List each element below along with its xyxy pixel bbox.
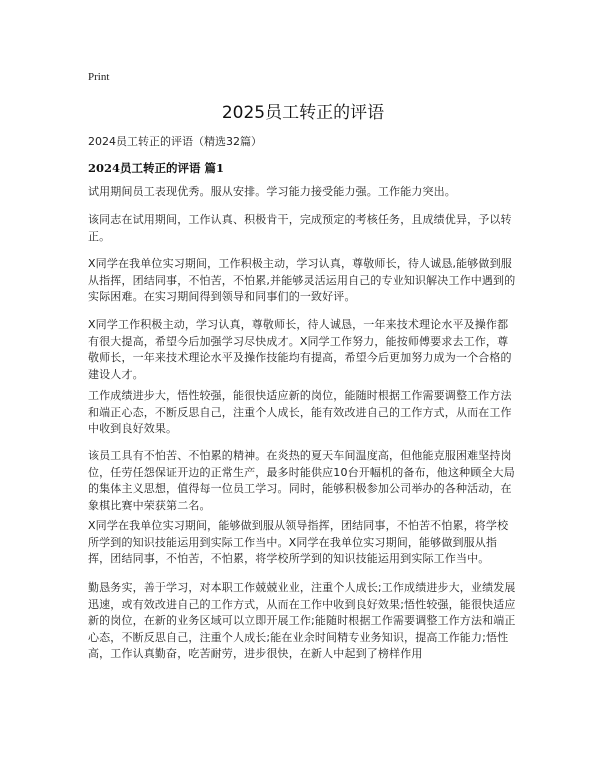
paragraph-8: 勤恳务实，善于学习，对本职工作兢兢业业，注重个人成长;工作成绩进步大，业绩发展迅速，或有效改进自己的工作方式，从而在工作中收到良好效果;悟性较强，能很快适应新的岗位，在新的业务区域可以立即开展工作;能随时根据工作需要调整工作方法和端正心态，不断反思自己，注重个人成长;能在业余时间精专业务知识，提高工作能力;悟性高，工作认真勤奋，吃苦耐劳，进步很快，在新人中起到了榜样作用 [88, 581, 516, 660]
paragraph-7: X同学在我单位实习期间，能够做到服从领导指挥，团结同事，不怕苦不怕累，将学校所学到的知识技能运用到实际工作当中。X同学在我单位实习期间，能够做到服从指挥，团结同事，不怕苦，不怕累，将学校所学到的知识技能运用到实际工作当中。 [88, 519, 509, 565]
paragraph-6: 该员工具有不怕苦、不怕累的精神。在炎热的夏天车间温度高，但他能克服困难坚持岗位，任劳任怨保证开边的正常生产，最多时能供应10台开幅机的备布，他这种顾全大局的集体主义思想，值得每一位员工学习。同时，能够积极参加公司举办的各种活动，在象棋比赛中荣获第二名。 [88, 449, 515, 512]
paragraph-3: X同学在我单位实习期间，工作积极主动，学习认真，尊敬师长，待人诚恳,能够做到服从指挥，团结同事，不怕苦，不怕累,并能够灵活运用自己的专业知识解决工作中遇到的实际困难。在实习期间得到领导和同事们的一致好评。 [88, 257, 516, 303]
paragraph-1: 试用期间员工表现优秀。服从安排。学习能力接受能力强。工作能力突出。 [88, 185, 456, 198]
paragraph-2: 该同志在试用期间，工作认真、积极肯干，完成预定的考核任务，且成绩优异，予以转正。 [88, 213, 512, 243]
section-heading: 2024员工转正的评语 篇1 [88, 161, 225, 175]
document-title: 2025员工转正的评语 [221, 103, 385, 123]
document-subtitle: 2024员工转正的评语（精选32篇） [88, 135, 262, 148]
paragraph-5: 工作成绩进步大，悟性较强，能很快适应新的岗位，能随时根据工作需要调整工作方法和端正心态，不断反思自己，注重个人成长，能有效改进自己的工作方式，从而在工作中收到良好效果。 [88, 389, 512, 435]
paragraph-4: X同学工作积极主动，学习认真，尊敬师长，待人诚恳，一年来技术理论水平及操作都有很大提高，希望今后加强学习尽快成才。X同学工作努力，能按师傅要求去工作，尊敬师长，一年来技术理论水平及操作技能均有提高，希望今后更加努力成为一个合格的建设人才。 [88, 318, 512, 381]
print-link[interactable]: Print [88, 71, 110, 83]
